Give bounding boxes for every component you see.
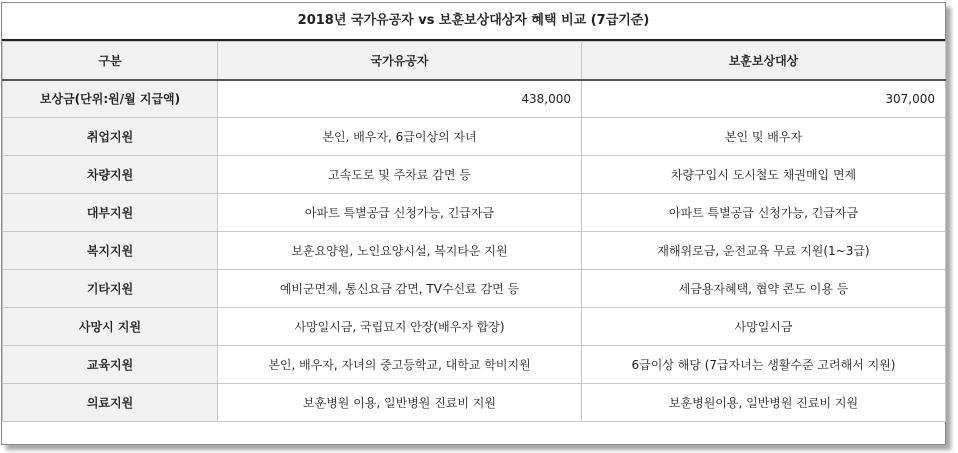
table-row xyxy=(3,118,946,156)
cell-compensation-target: 재해위로금, 운전교육 무료 지원(1~3급) xyxy=(582,232,946,270)
table-row xyxy=(3,194,946,232)
row-label: 의료지원 xyxy=(3,384,218,422)
row-label: 취업지원 xyxy=(3,118,218,156)
cell-national-merit: 본인, 배우자, 자녀의 중고등학교, 대학교 학비지원 xyxy=(218,346,582,384)
cell-national-merit: 사망일시금, 국립묘지 안장(배우자 합장) xyxy=(218,308,582,346)
cell-compensation-target: 세금용자혜택, 협약 콘도 이용 등 xyxy=(582,270,946,308)
cell-compensation-target: 아파트 특별공급 신청가능, 긴급자금 xyxy=(582,194,946,232)
cell-national-merit: 예비군면제, 통신요금 감면, TV수신료 감면 등 xyxy=(218,270,582,308)
table-row xyxy=(3,308,946,346)
cell-national-merit: 보훈요양원, 노인요양시설, 복지타운 지원 xyxy=(218,232,582,270)
header-compensation-target: 보훈보상대상 xyxy=(582,42,946,80)
row-label: 보상금(단위:원/월 지급액) xyxy=(3,80,218,118)
table-title: 2018년 국가유공자 vs 보훈보상대상자 혜택 비교 (7급기준) xyxy=(2,3,945,41)
cell-national-merit: 아파트 특별공급 신청가능, 긴급자금 xyxy=(218,194,582,232)
header-row xyxy=(3,42,946,80)
cell-compensation-target: 307,000 xyxy=(582,80,946,118)
row-label: 사망시 지원 xyxy=(3,308,218,346)
row-label: 차량지원 xyxy=(3,156,218,194)
row-label: 교육지원 xyxy=(3,346,218,384)
cell-compensation-target: 차량구입시 도시철도 채권매입 면제 xyxy=(582,156,946,194)
table-row xyxy=(3,156,946,194)
cell-national-merit: 고속도로 및 주차료 감면 등 xyxy=(218,156,582,194)
cell-compensation-target: 보훈병원이용, 일반병원 진료비 지원 xyxy=(582,384,946,422)
cell-compensation-target: 6급이상 해당 (7급자녀는 생활수준 고려해서 지원) xyxy=(582,346,946,384)
cell-national-merit: 보훈병원 이용, 일반병원 진료비 지원 xyxy=(218,384,582,422)
table-row xyxy=(3,80,946,118)
comparison-table xyxy=(2,41,946,422)
header-national-merit: 국가유공자 xyxy=(218,42,582,80)
comparison-frame xyxy=(1,2,946,445)
cell-national-merit: 438,000 xyxy=(218,80,582,118)
row-label: 대부지원 xyxy=(3,194,218,232)
cell-compensation-target: 사망일시금 xyxy=(582,308,946,346)
table-row xyxy=(3,384,946,422)
cell-national-merit: 본인, 배우자, 6급이상의 자녀 xyxy=(218,118,582,156)
cell-compensation-target: 본인 및 배우자 xyxy=(582,118,946,156)
row-label: 기타지원 xyxy=(3,270,218,308)
table-row xyxy=(3,232,946,270)
table-row xyxy=(3,346,946,384)
header-category: 구분 xyxy=(3,42,218,80)
table-row xyxy=(3,270,946,308)
row-label: 복지지원 xyxy=(3,232,218,270)
